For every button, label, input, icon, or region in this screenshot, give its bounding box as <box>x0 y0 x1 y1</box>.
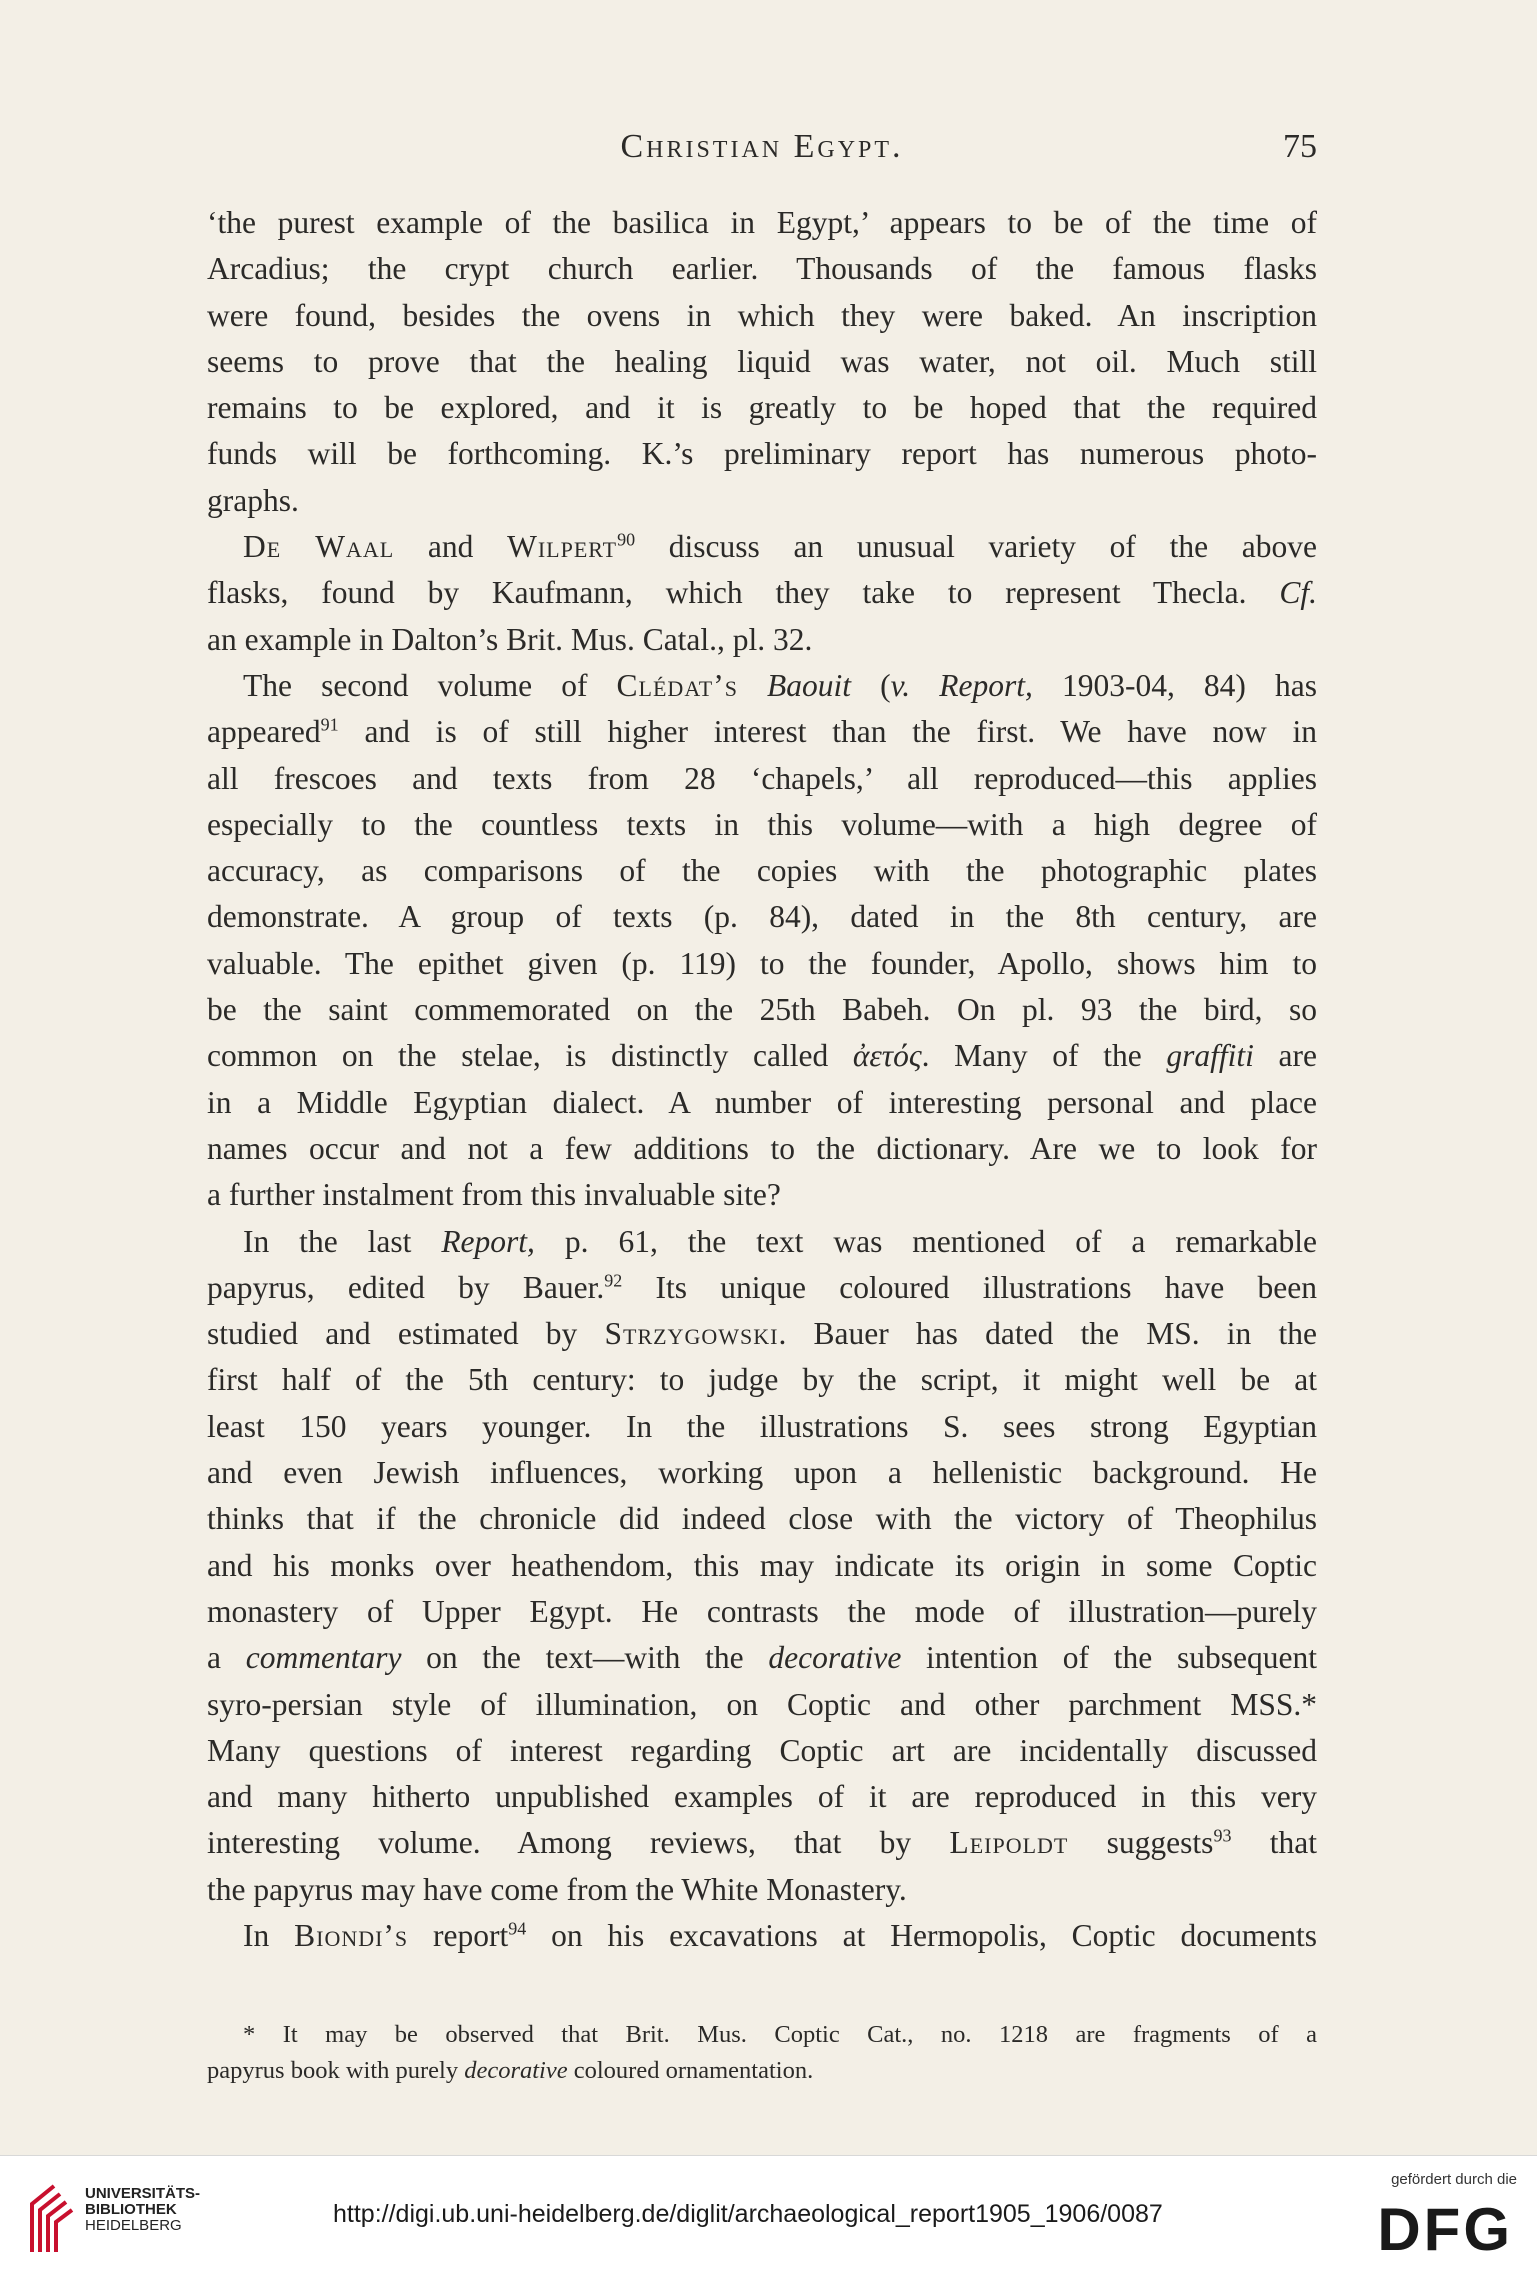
text-line: valuable. The epithet given (p. 119) to the founder, Apollo, shows him to <box>207 945 1317 981</box>
text-line: accuracy, as comparisons of the copies with the photographic plates <box>207 853 1317 889</box>
page-header <box>207 128 1317 178</box>
text-line <box>207 1913 1317 1959</box>
text-line: a further instalment from this invaluable site? <box>207 1177 781 1213</box>
text-line: be the saint commemorated on the 25th Babeh. On pl. 93 the bird, so <box>207 992 1317 1028</box>
author-name: De Waal <box>243 529 395 565</box>
text-line <box>207 570 1317 616</box>
funding-label: gefördert durch die <box>1391 2171 1517 2188</box>
author-name: Wilpert <box>507 529 618 565</box>
text-run: common on the stelae, is distinctly called <box>207 1038 853 1074</box>
text-run: coloured ornamentation. <box>567 2057 814 2084</box>
text-run: In the last <box>243 1223 442 1259</box>
dfg-logo: DFG <box>1377 2196 1513 2263</box>
page-number: 75 <box>1283 128 1317 165</box>
permalink-url[interactable]: http://digi.ub.uni-heidelberg.de/diglit/archaeological_report1905_1906/0087 <box>333 2200 1163 2228</box>
text-line: especially to the countless texts in this volume—with a high degree of <box>207 806 1317 842</box>
text-line: and many hitherto unpublished examples of it are reproduced in this very <box>207 1779 1317 1815</box>
text-run: The second volume of <box>243 667 617 703</box>
italic-run: decorative <box>464 2057 568 2084</box>
text-run: papyrus book with purely <box>207 2057 465 2084</box>
text-line <box>207 1219 1317 1265</box>
italic-run: decorative <box>768 1640 902 1676</box>
text-line <box>207 1820 1317 1866</box>
text-line: names occur and not a few additions to the dictionary. Are we to look for <box>207 1130 1317 1166</box>
text-run: p. 61, the text was mentioned of a remarkable <box>534 1223 1317 1259</box>
text-run: a <box>207 1640 246 1676</box>
running-head: Christian Egypt. <box>620 128 904 165</box>
text-run: are <box>1253 1038 1317 1074</box>
text-run: flasks, found by Kaufmann, which they take to represent Thecla. <box>207 575 1280 611</box>
text-run: Its unique coloured illustrations have been <box>622 1269 1317 1305</box>
italic-run: Baouit <box>767 667 852 703</box>
text-run <box>738 668 767 703</box>
text-run: intention of the subsequent <box>901 1640 1317 1676</box>
text-line: thinks that if the chronicle did indeed close with the victory of Theophilus <box>207 1501 1317 1537</box>
text-line: syro-persian style of illumination, on Coptic and other parchment MSS.* <box>207 1686 1317 1722</box>
text-run: . Bauer has dated the MS. in the <box>778 1316 1317 1352</box>
footnote-ref: 90 <box>617 529 636 550</box>
text-run: In <box>243 1917 295 1953</box>
text-line: graphs. <box>207 482 299 518</box>
text-run: . Many of the <box>921 1038 1167 1074</box>
greek-word: ἀετός <box>852 1038 922 1074</box>
text-run: and is of still higher interest than the first. We have now in <box>338 714 1317 750</box>
library-name-line: HEIDELBERG <box>85 2217 182 2234</box>
footnote-ref: 94 <box>508 1918 527 1939</box>
text-line <box>207 1033 1317 1079</box>
text-run: report <box>408 1917 509 1953</box>
author-name: Biondi’s <box>294 1917 409 1953</box>
text-line: remains to be explored, and it is greatly to be hoped that the required <box>207 390 1317 426</box>
text-line: least 150 years younger. In the illustrations S. sees strong Egyptian <box>207 1408 1317 1444</box>
text-run: studied and estimated by <box>207 1316 605 1352</box>
text-line: Arcadius; the crypt church earlier. Thousands of the famous flasks <box>207 251 1317 287</box>
italic-run: Report, <box>441 1223 535 1259</box>
text-run: ( <box>851 667 891 703</box>
text-line <box>207 1635 1317 1681</box>
text-run: on the text—with the <box>401 1640 769 1676</box>
text-line: were found, besides the ovens in which they were baked. An inscription <box>207 297 1317 333</box>
text-run: papyrus, edited by Bauer. <box>207 1269 605 1305</box>
text-line: in a Middle Egyptian dialect. A number of interesting personal and place <box>207 1084 1317 1120</box>
italic-run: v. Report, <box>890 667 1033 703</box>
text-run: and <box>394 529 508 565</box>
digitization-footer <box>0 2155 1537 2280</box>
author-name: Clédat’s <box>616 667 738 703</box>
footnote-line: * It may be observed that Brit. Mus. Coptic Cat., no. 1218 are fragments of a <box>243 2021 1317 2048</box>
library-logo-icon <box>28 2182 76 2254</box>
text-line <box>207 1311 1317 1357</box>
footnote-ref: 93 <box>1213 1825 1232 1846</box>
text-line <box>207 663 1317 709</box>
text-line: demonstrate. A group of texts (p. 84), dated in the 8th century, are <box>207 899 1317 935</box>
library-name-line: BIBLIOTHEK <box>85 2201 177 2218</box>
text-line: seems to prove that the healing liquid was water, not oil. Much still <box>207 343 1317 379</box>
footnote-ref: 91 <box>320 714 339 735</box>
italic-run: Cf. <box>1279 575 1317 611</box>
text-line: all frescoes and texts from 28 ‘chapels,’ all reproduced—this applies <box>207 760 1317 796</box>
text-line <box>207 524 1317 570</box>
text-line: the papyrus may have come from the White Monastery. <box>207 1871 907 1907</box>
text-run: that <box>1231 1825 1317 1861</box>
text-line: ‘the purest example of the basilica in Egypt,’ appears to be of the time of <box>207 205 1317 240</box>
library-name-line: UNIVERSITÄTS- <box>85 2185 201 2202</box>
author-name: Leipoldt <box>949 1825 1069 1861</box>
text-line: funds will be forthcoming. K.’s preliminary report has numerous photo- <box>207 436 1317 472</box>
text-run: interesting volume. Among reviews, that by <box>207 1825 950 1861</box>
italic-run: commentary <box>245 1640 402 1676</box>
text-run: 1903-04, 84) has <box>1032 667 1317 703</box>
text-run: discuss an unusual variety of the above <box>635 529 1317 565</box>
text-run: appeared <box>207 714 321 750</box>
text-line: Many questions of interest regarding Coptic art are incidentally discussed <box>207 1732 1317 1768</box>
text-line: monastery of Upper Egypt. He contrasts the mode of illustration—purely <box>207 1593 1317 1629</box>
text-line: an example in Dalton’s Brit. Mus. Catal., pl. 32. <box>207 621 813 657</box>
text-line <box>207 1265 1317 1311</box>
text-run: suggests <box>1068 1825 1214 1861</box>
text-line: first half of the 5th century: to judge by the script, it might well be at <box>207 1362 1317 1398</box>
author-name: Strzygowski <box>604 1316 779 1352</box>
text-line: and even Jewish influences, working upon a hellenistic background. He <box>207 1455 1317 1491</box>
text-line <box>207 709 1317 755</box>
text-line: and his monks over heathendom, this may indicate its origin in some Coptic <box>207 1547 1317 1583</box>
library-name <box>85 2186 200 2234</box>
italic-run: graffiti <box>1166 1038 1254 1074</box>
body-text <box>207 200 1317 1959</box>
text-run: on his excavations at Hermopolis, Coptic documents <box>526 1917 1317 1953</box>
footnote-line <box>207 2053 1317 2089</box>
footnote <box>207 2017 1317 2089</box>
footnote-ref: 92 <box>604 1270 623 1291</box>
